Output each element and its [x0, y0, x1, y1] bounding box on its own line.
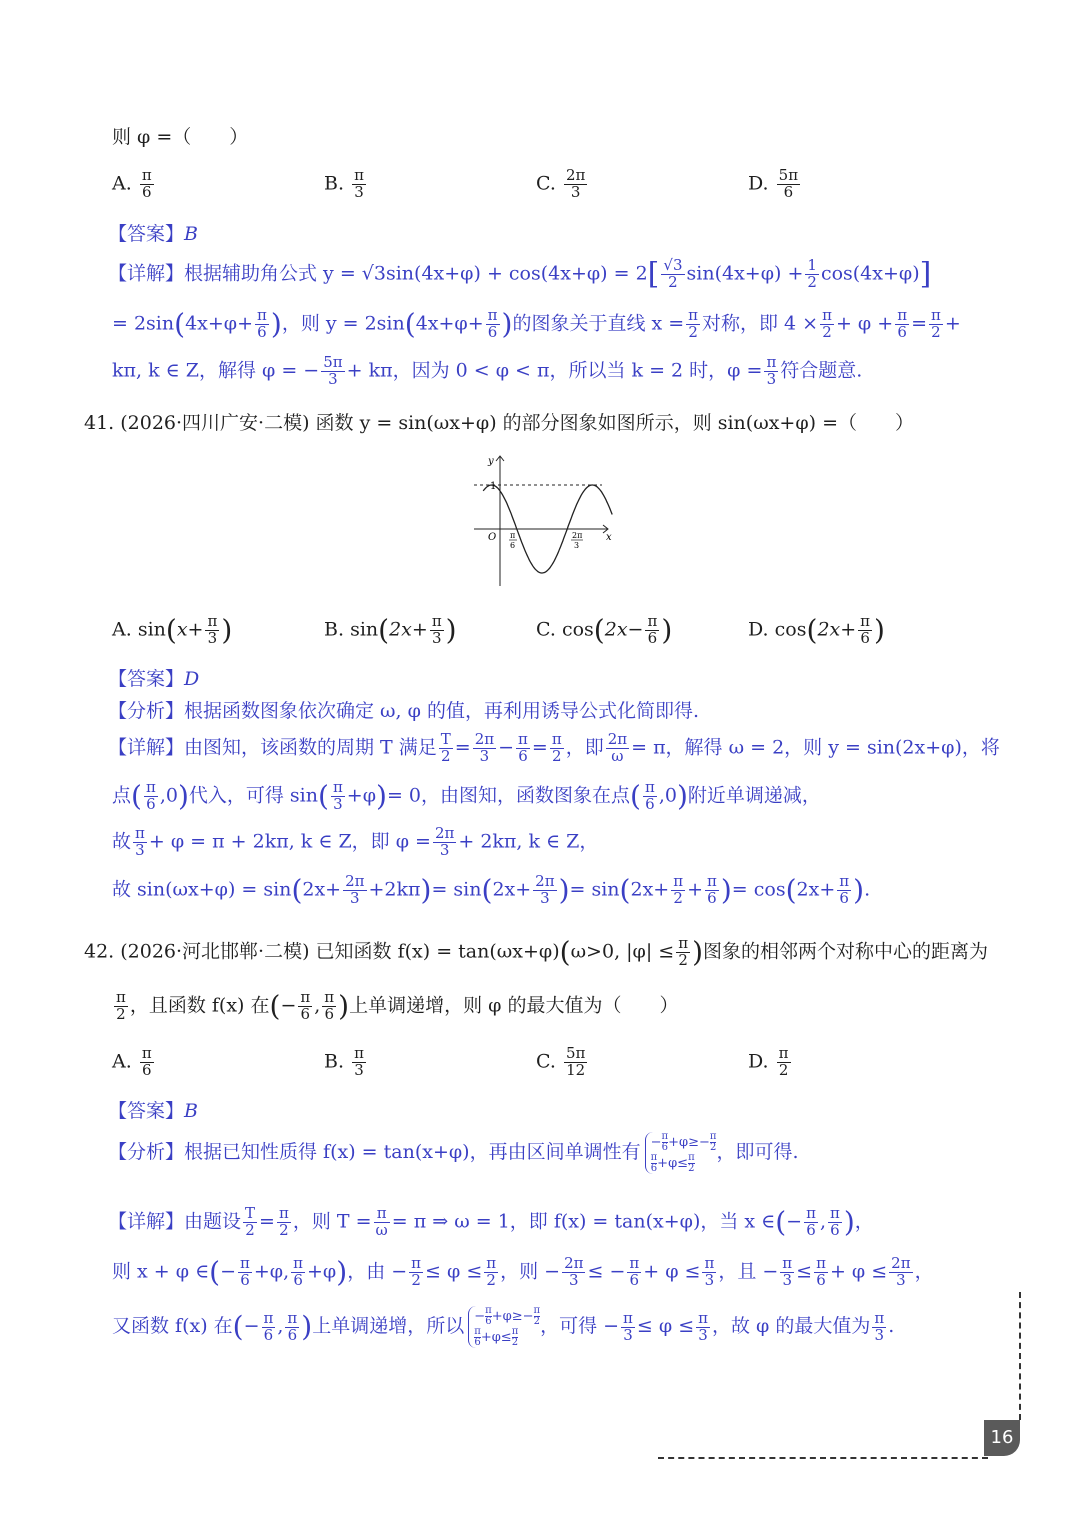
q41-option-d[interactable]: D. cos(2x+ $\frac{\pi}{6}$ ): [748, 612, 885, 647]
q40-detail-line-3: kπ, k ∈ Z，解得 φ = − $\frac{5\pi}{3}$ + kπ，因为 0 < φ < π，所以当 k = 2 时，φ = $\frac{\pi}{3}$ 符合题意.: [112, 353, 863, 388]
q40-option-a[interactable]: A. $\frac{\pi}{6}$: [112, 166, 152, 201]
q42-stem-line-2: $\frac{\pi}{2}$ ，且函数 f(x) 在(− $\frac{\pi}{6}$ , $\frac{\pi}{6}$ )上单调递增，则 φ 的最大值为（ ）: [116, 988, 679, 1023]
q42-detail-line-2: 则 x + φ ∈(− $\frac{\pi}{6}$ +φ, $\frac{\pi}{6}$ +φ)，由 − $\frac{\pi}{2}$ ≤ φ ≤ $\frac{\pi}{2}$ ，则 − $\frac{2\pi}{3}$ ≤ − $\frac{\pi}{6}$ + φ ≤ $\frac{\pi}{3}$ ，且 − $\frac{\pi}{3}$ ≤ $\frac{\pi}{6}$ + φ ≤ $\frac{2\pi}{3}$ ，: [112, 1254, 934, 1289]
q41-analysis: 【分析】根据函数图象依次确定 ω, φ 的值，再利用诱导公式化简即得.: [108, 700, 700, 722]
q42-option-b[interactable]: B. $\frac{\pi}{3}$: [324, 1044, 364, 1079]
q42-option-d[interactable]: D. $\frac{\pi}{2}$: [748, 1044, 789, 1079]
q41-option-c[interactable]: C. cos(2x− $\frac{\pi}{6}$ ): [536, 612, 673, 647]
q40-option-c[interactable]: C. $\frac{2\pi}{3}$: [536, 166, 586, 201]
q42-option-a[interactable]: A. $\frac{\pi}{6}$: [112, 1044, 152, 1079]
q42-stem-line-1: 42. (2026·河北邯郸·二模) 已知函数 f(x) = tan(ωx+φ)(ω>0, |φ| ≤ $\frac{\pi}{2}$ )图象的相邻两个对称中心的距离为: [84, 934, 989, 969]
inequality-system: − $\frac{\pi}{6}$ +φ≥− $\frac{\pi}{2}$ $\frac{\pi}{6}$ +φ≤ $\frac{\pi}{2}$: [645, 1132, 717, 1174]
tick-2pi3-num: 2π: [572, 531, 583, 540]
q41-detail-line-4: 故 sin(ωx+φ) = sin(2x+ $\frac{2\pi}{3}$ +2kπ)= sin(2x+ $\frac{2\pi}{3}$ )= sin(2x+ $\frac{\pi}{2}$ + $\frac{\pi}{6}$ )= cos(2x+ $\frac{\pi}{6}$ ).: [112, 872, 871, 907]
fraction: $\frac{5\pi}{6}$: [778, 166, 799, 201]
q41-detail-line-2: 点( $\frac{\pi}{6}$ ,0)代入，可得 sin( $\frac{\pi}{3}$ +φ)= 0，由图知，函数图象在点( $\frac{\pi}{6}$ ,0)附近单调递减，: [112, 778, 821, 813]
q40-option-d[interactable]: D. $\frac{5\pi}{6}$: [748, 166, 799, 201]
q41-answer: 【答案】D: [108, 668, 200, 690]
origin-label: O: [488, 532, 497, 543]
fraction: $\frac{\pi}{3}$: [354, 166, 364, 201]
q41-detail-line-3: 故 $\frac{\pi}{3}$ + φ = π + 2kπ, k ∈ Z，即 φ = $\frac{2\pi}{3}$ + 2kπ, k ∈ Z，: [112, 824, 599, 859]
y-one-label: 1: [490, 481, 497, 492]
tick-pi6-num: π: [510, 531, 516, 540]
page-frame-dashed-vertical: [1019, 1292, 1021, 1420]
q42-analysis: 【分析】根据已知性质得 f(x) = tan(x+φ)，再由区间单调性有 − $\frac{\pi}{6}$ +φ≥− $\frac{\pi}{2}$ $\frac{\pi}{6}$ +φ≤ $\frac{\pi}{2}$ ，即可得.: [108, 1131, 799, 1174]
y-axis-label: y: [488, 456, 494, 467]
q40-answer: 【答案】B: [108, 223, 198, 245]
q41-option-b[interactable]: B. sin(2x+ $\frac{\pi}{3}$ ): [324, 612, 457, 647]
page-number: 16: [984, 1420, 1020, 1456]
q42-option-c[interactable]: C. $\frac{5\pi}{12}$: [536, 1044, 586, 1079]
tick-2pi3-den: 3: [574, 541, 580, 550]
fraction: $\frac{\pi}{6}$: [141, 166, 152, 201]
q41-stem: 41. (2026·四川广安·二模) 函数 y = sin(ωx+φ) 的部分图象如图所示，则 sin(ωx+φ) =（ ）: [84, 412, 915, 434]
q42-detail-line-1: 【详解】由题设 $\frac{T}{2}$ = $\frac{\pi}{2}$ ，则 T = $\frac{\pi}{\omega}$ = π ⇒ ω = 1，即 f(x) = tan(x+φ)，当 x ∈(− $\frac{\pi}{6}$ , $\frac{\pi}{6}$ )，: [108, 1204, 874, 1239]
q40-stem-tail: 则 φ =（ ）: [112, 126, 249, 148]
tick-pi6-den: 6: [510, 541, 516, 550]
q42-answer: 【答案】B: [108, 1100, 198, 1122]
fraction: $\frac{2\pi}{3}$: [565, 166, 586, 201]
q40-option-b[interactable]: B. $\frac{\pi}{3}$: [324, 166, 364, 201]
q40-detail-line-1: 【详解】根据辅助角公式 y = √3sin(4x+φ) + cos(4x+φ) = 2[ $\frac{√3}{2}$ sin(4x+φ) + $\frac{1}{2}$ cos(4x+φ)]: [108, 256, 932, 292]
q42-detail-line-3: 又函数 f(x) 在(− $\frac{\pi}{6}$ , $\frac{\pi}{6}$ )上单调递增，所以 − $\frac{\pi}{6}$ +φ≥− $\frac{\pi}{2}$ $\frac{\pi}{6}$ +φ≤ $\frac{\pi}{2}$ ，可得 − $\frac{\pi}{3}$ ≤ φ ≤ $\frac{\pi}{3}$ ，故 φ 的最大值为 $\frac{\pi}{3}$ .: [112, 1305, 895, 1348]
q41-option-a[interactable]: A. sin(x+ $\frac{\pi}{3}$ ): [112, 612, 233, 647]
q41-sine-graph: [468, 450, 618, 588]
inequality-system: − $\frac{\pi}{6}$ +φ≥− $\frac{\pi}{2}$ $\frac{\pi}{6}$ +φ≤ $\frac{\pi}{2}$: [468, 1306, 540, 1348]
x-axis-label: x: [606, 532, 612, 543]
page-frame-dashed-horizontal: [658, 1457, 988, 1459]
q40-detail-line-2: = 2sin(4x+φ+ $\frac{\pi}{6}$ )，则 y = 2sin(4x+φ+ $\frac{\pi}{6}$ )的图象关于直线 x = $\frac{\pi}{2}$ 对称，即 4 × $\frac{\pi}{2}$ + φ + $\frac{\pi}{6}$ = $\frac{\pi}{2}$ +: [112, 306, 961, 341]
q41-detail-line-1: 【详解】由图知，该函数的周期 T 满足 $\frac{T}{2}$ = $\frac{2\pi}{3}$ − $\frac{\pi}{6}$ = $\frac{\pi}{2}$ ，即 $\frac{2\pi}{\omega}$ = π，解得 ω = 2，则 y = sin(2x+φ)，将: [108, 730, 1000, 765]
